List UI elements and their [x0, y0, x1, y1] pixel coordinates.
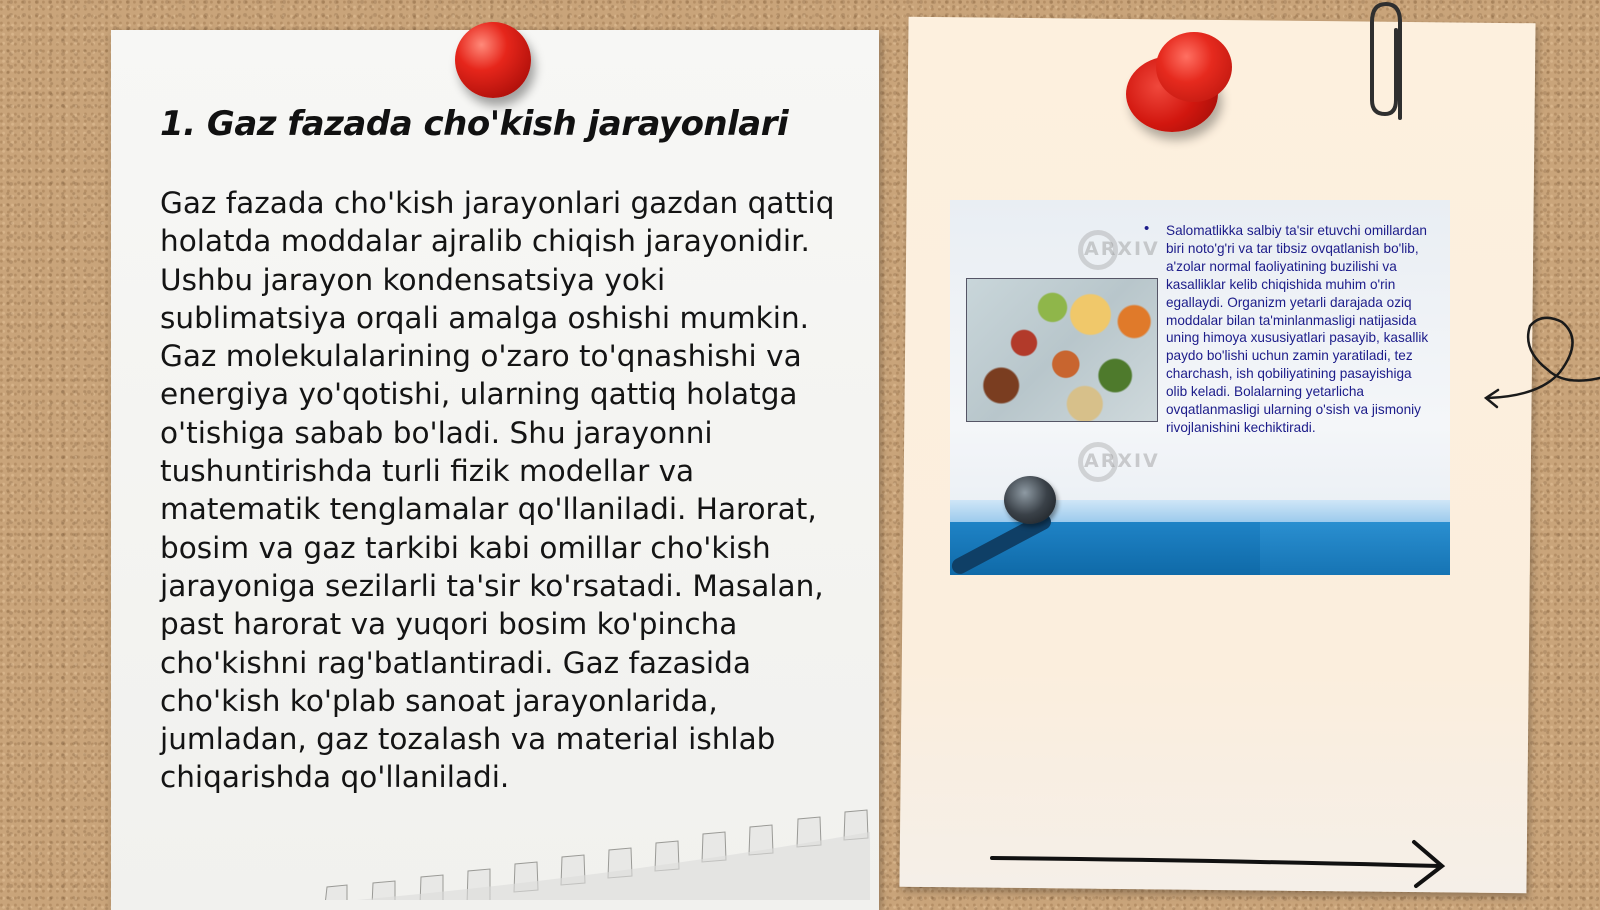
watermark-text: ARXIV [1084, 450, 1160, 472]
embedded-slide-image [950, 200, 1450, 575]
watermark-text: ARXIV [1084, 238, 1160, 260]
push-pin-icon [1156, 32, 1232, 102]
slide-footer-band [1260, 522, 1450, 575]
push-pin-icon [455, 22, 531, 98]
bullet-marker: • [1144, 220, 1150, 237]
stethoscope-icon [1004, 476, 1056, 524]
note-title: 1. Gaz fazada cho'kish jarayonlari [160, 104, 789, 144]
food-photo [966, 278, 1158, 422]
slide-paragraph: Salomatlikka salbiy ta'sir etuvchi omillardan biri noto'g'ri va tar tibsiz ovqatlanish bo'lib, a'zolar normal faoliyatining buzilishi va kasalliklar kelib chiqishida muhim o'rin egallaydi. Organizm yetarli darajada oziq moddalar bilan ta'minlanmasligi natijasida uning himoya xususiyatlari pasayib, kasallik paydo bo'lishi uchun zamin yaratiladi, tez charchash, ish qobiliyatining pasayishiga olib keladi. Bolalarning yetarlicha ovqatlanmasligi ularning o'sish va jismoniy rivojlanishini kechiktiradi. [1166, 223, 1429, 435]
note-body-text: Gaz fazada cho'kish jarayonlari gazdan qattiq holatda moddalar ajralib chiqish jarayonidir. Ushbu jarayon kondensatsiya yoki sublimatsiya orqali amalga oshishi mumkin. Gaz molekulalarining o'zaro to'qnashishi va energiya yo'qotishi, ularning qattiq holatga o'tishiga sabab bo'ladi. Shu jarayonni tushuntirishda turli fizik modellar va matematik tenglamalar qo'llaniladi. Harorat, bosim va gaz tarkibi kabi omillar cho'kish jarayoniga sezilarli ta'sir ko'rsatadi. Masalan, past harorat va yuqori bosim ko'pincha cho'kishni rag'batlantiradi. Gaz fazasida cho'kish ko'plab sanoat jarayonlarida, jumladan, gaz tozalash va material ishlab chiqarishda qo'llaniladi. [160, 186, 835, 795]
